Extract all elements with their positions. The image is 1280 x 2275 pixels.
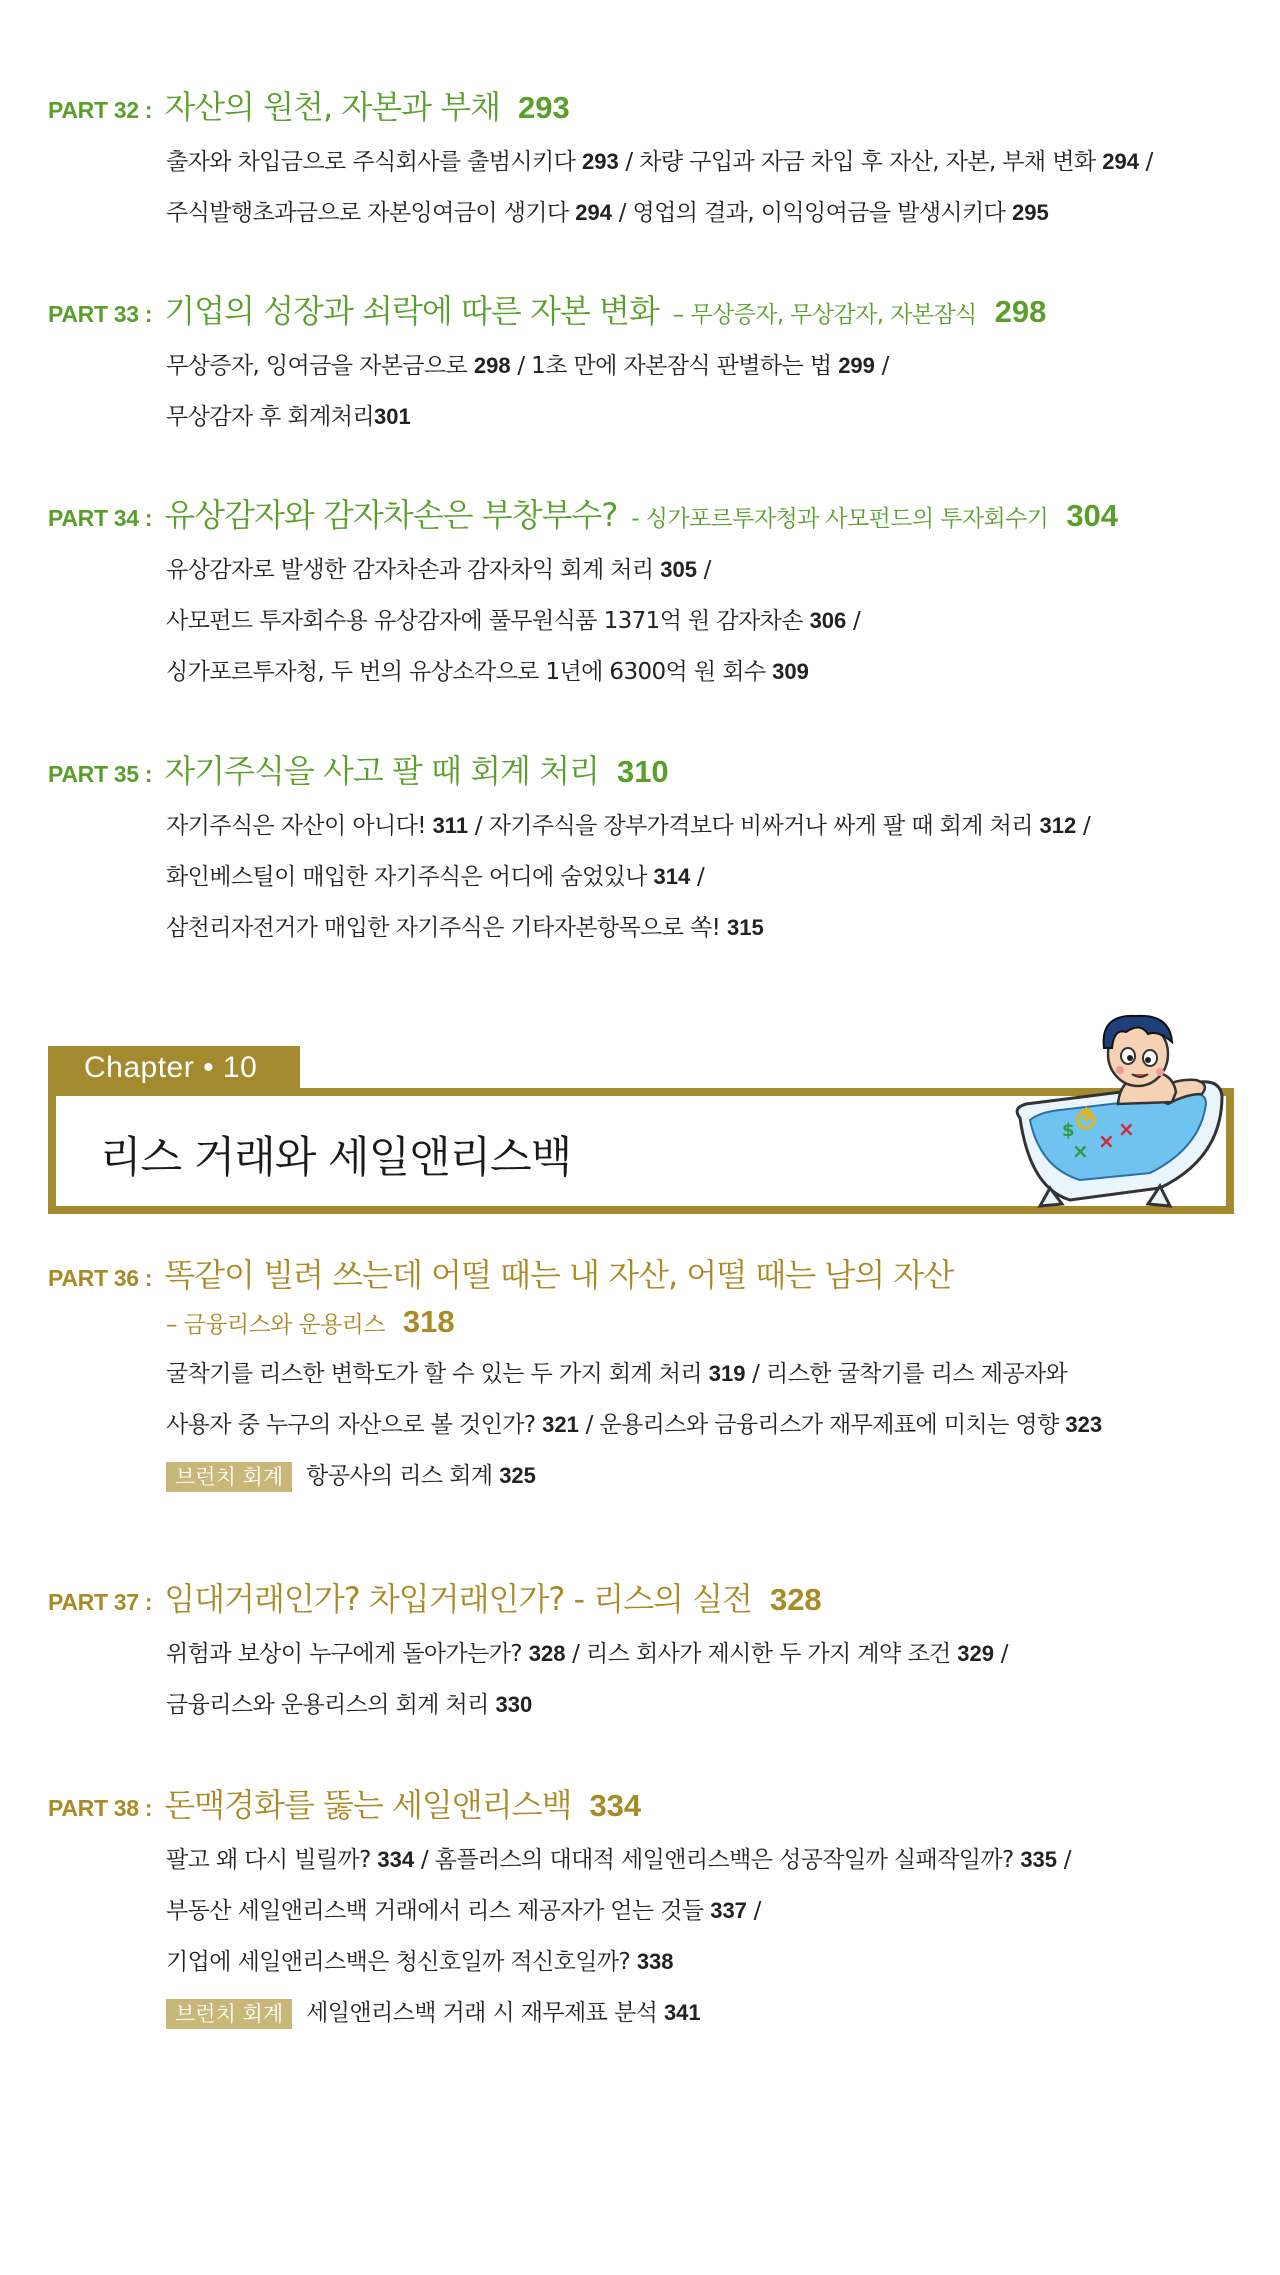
entry-text: / 홈플러스의 대대적 세일앤리스백은 성공작일까 실패작일까? (414, 1847, 1021, 1873)
toc-entry-line (48, 391, 1238, 442)
entry-page-number: 321 (542, 1412, 579, 1437)
part-page: 328 (769, 1582, 822, 1617)
entry-text: / 리스한 굴착기를 리스 제공자와 (745, 1361, 1068, 1387)
entry-text: 유상감자로 발생한 감자차손과 감자차익 회계 처리 (166, 557, 661, 583)
entry-page-number: 328 (528, 1641, 566, 1666)
toc-entry-line (48, 595, 1238, 646)
entry-text: 세일앤리스백 거래 시 재무제표 분석 (306, 2000, 664, 2026)
toc-entry-line (48, 800, 1238, 851)
part-title: 임대거래인가? 차입거래인가? - 리스의 실전 (164, 1580, 752, 1618)
toc-entry-line (48, 340, 1238, 391)
brunch-accounting-badge: 브런치 회계 (166, 1999, 292, 2029)
entry-page-number: 311 (432, 813, 469, 838)
svg-text:×: × (1098, 1129, 1115, 1153)
toc-entry-line (48, 1834, 1238, 1885)
entry-page-number: 305 (660, 557, 697, 582)
part-subtitle: – 무상증자, 무상감자, 자본잠식 (672, 302, 977, 328)
svg-text:$: $ (1080, 1104, 1093, 1125)
part-tag: PART 37 : (48, 1589, 153, 1615)
entry-page-number: 315 (727, 915, 764, 940)
toc-entry-line (48, 902, 1238, 953)
entry-page-number: 330 (495, 1692, 533, 1717)
entry-page-number: 294 (575, 200, 612, 225)
part-title: 자산의 원천, 자본과 부채 (164, 88, 501, 126)
toc-entry-line (48, 1936, 1238, 1987)
entry-text: / (1057, 1847, 1071, 1873)
entry-text: / (1138, 149, 1153, 175)
toc-entry-line (48, 1987, 1238, 2038)
entry-text: 무상감자 후 회계처리 (166, 404, 374, 430)
entry-text: / 영업의 결과, 이익잉여금을 발생시키다 (611, 200, 1012, 226)
entry-page-number: 294 (1102, 149, 1139, 174)
part-tag: PART 34 : (48, 505, 153, 531)
toc-entry-line (48, 851, 1238, 902)
entry-text: 주식발행초과금으로 자본잉여금이 생기다 (166, 200, 576, 226)
part-36 (48, 1252, 1238, 1501)
brunch-accounting-badge: 브런치 회계 (166, 1462, 292, 1492)
entry-text: 금융리스와 운용리스의 회계 처리 (166, 1692, 496, 1718)
entry-page-number: 329 (957, 1641, 994, 1666)
part-title: 돈맥경화를 뚫는 세일앤리스백 (164, 1786, 572, 1824)
entry-page-number: 338 (636, 1949, 674, 1974)
entry-page-number: 312 (1039, 813, 1077, 838)
entry-page-number: 314 (653, 864, 691, 889)
part-tag: PART 33 : (48, 301, 153, 327)
entry-page-number: 319 (708, 1361, 746, 1386)
part-page: 304 (1066, 498, 1119, 533)
entry-page-number: 323 (1065, 1412, 1103, 1437)
entry-text: 부동산 세일앤리스백 거래에서 리스 제공자가 얻는 것들 (166, 1898, 711, 1924)
entry-page-number: 341 (663, 2000, 701, 2025)
entry-text: / 자기주식을 장부가격보다 비싸거나 싸게 팔 때 회계 처리 (468, 813, 1040, 839)
entry-text: / 리스 회사가 제시한 두 가지 계약 조건 (565, 1641, 958, 1667)
chapter-title: 리스 거래와 세일앤리스백 (100, 1133, 572, 1183)
part-page: 318 (402, 1304, 455, 1339)
entry-text: 삼천리자전거가 매입한 자기주식은 기타자본항목으로 쏙! (166, 915, 728, 941)
entry-text: / 차량 구입과 자금 차입 후 자산, 자본, 부채 변화 (618, 149, 1103, 175)
part-38 (48, 1782, 1238, 2038)
part-33 (48, 288, 1238, 442)
part-page: 293 (518, 90, 570, 125)
entry-text: 사용자 중 누구의 자산으로 볼 것인가? (166, 1412, 543, 1438)
entry-page-number: 337 (710, 1898, 747, 1923)
entry-text: 기업에 세일앤리스백은 청신호일까 적신호일까? (166, 1949, 637, 1975)
entry-page-number: 299 (838, 353, 875, 378)
entry-text: 굴착기를 리스한 변학도가 할 수 있는 두 가지 회계 처리 (166, 1361, 709, 1387)
svg-text:×: × (1072, 1139, 1089, 1163)
entry-text: / (846, 608, 861, 634)
entry-page-number: 298 (473, 353, 511, 378)
bathtub-character-illustration (1000, 1008, 1240, 1208)
part-tag: PART 36 : (48, 1265, 153, 1291)
toc-entry-line (48, 1450, 1238, 1501)
entry-page-number: 334 (377, 1847, 415, 1872)
part-tag: PART 38 : (48, 1795, 153, 1821)
entry-text: 팔고 왜 다시 빌릴까? (166, 1847, 378, 1873)
entry-page-number: 295 (1012, 200, 1049, 225)
entry-page-number: 335 (1020, 1847, 1058, 1872)
part-tag: PART 32 : (48, 97, 153, 123)
entry-page-number: 325 (499, 1463, 536, 1488)
part-title: 기업의 성장과 쇠락에 따른 자본 변화 (164, 292, 659, 330)
part-tag: PART 35 : (48, 761, 153, 787)
svg-text:×: × (1118, 1117, 1135, 1141)
part-page: 298 (994, 294, 1047, 329)
part-subtitle: – 금융리스와 운용리스 (166, 1312, 385, 1338)
part-subtitle: - 싱가포르투자청과 사모펀드의 투자회수기 (631, 506, 1049, 532)
entry-text: 출자와 차입금으로 주식회사를 출범시키다 (166, 149, 582, 175)
toc-entry-line (48, 187, 1238, 238)
part-page: 310 (616, 754, 669, 789)
entry-text: / (874, 353, 889, 379)
toc-entry-line (48, 1628, 1238, 1679)
entry-text: 항공사의 리스 회계 (306, 1463, 500, 1489)
svg-text:$: $ (1062, 1120, 1075, 1141)
entry-page-number: 306 (809, 608, 847, 633)
toc-entry-line (48, 1679, 1238, 1730)
entry-text: 싱가포르투자청, 두 번의 유상소각으로 1년에 6300억 원 회수 (166, 659, 773, 685)
entry-text: 화인베스틸이 매입한 자기주식은 어디에 숨었있나 (166, 864, 654, 890)
part-35 (48, 748, 1238, 953)
entry-text: 사모펀드 투자회수용 유상감자에 풀무원식품 1371억 원 감자차손 (166, 608, 810, 634)
entry-page-number: 309 (772, 659, 809, 684)
part-32 (48, 84, 1238, 238)
part-title: 자기주식을 사고 팔 때 회계 처리 (164, 752, 599, 790)
toc-entry-line (48, 544, 1238, 595)
toc-entry-line (48, 646, 1238, 697)
entry-page-number: 301 (373, 404, 411, 429)
entry-text: / (746, 1898, 761, 1924)
entry-text: / 운용리스와 금융리스가 재무제표에 미치는 영향 (578, 1412, 1066, 1438)
toc-entry-line (48, 1399, 1238, 1450)
entry-text: / 1초 만에 자본잠식 판별하는 법 (510, 353, 839, 379)
part-title: 유상감자와 감자차손은 부창부수? (164, 496, 618, 534)
entry-text: 무상증자, 잉여금을 자본금으로 (166, 353, 474, 379)
toc-entry-line (48, 1348, 1238, 1399)
entry-text: / (994, 1641, 1008, 1667)
entry-text: / (1076, 813, 1091, 839)
entry-text: 위험과 보상이 누구에게 돌아가는가? (166, 1641, 529, 1667)
part-34 (48, 492, 1238, 697)
entry-text: / (690, 864, 705, 890)
chapter-label: Chapter • 10 (48, 1046, 300, 1090)
part-title: 똑같이 빌려 쓰는데 어떨 때는 내 자산, 어떨 때는 남의 자산 (164, 1256, 954, 1294)
entry-text: 자기주식은 자산이 아니다! (166, 813, 433, 839)
part-37 (48, 1576, 1238, 1730)
toc-entry-line (48, 1885, 1238, 1936)
entry-page-number: 293 (581, 149, 619, 174)
part-page: 334 (589, 1788, 642, 1823)
toc-entry-line (48, 136, 1238, 187)
entry-text: / (696, 557, 711, 583)
